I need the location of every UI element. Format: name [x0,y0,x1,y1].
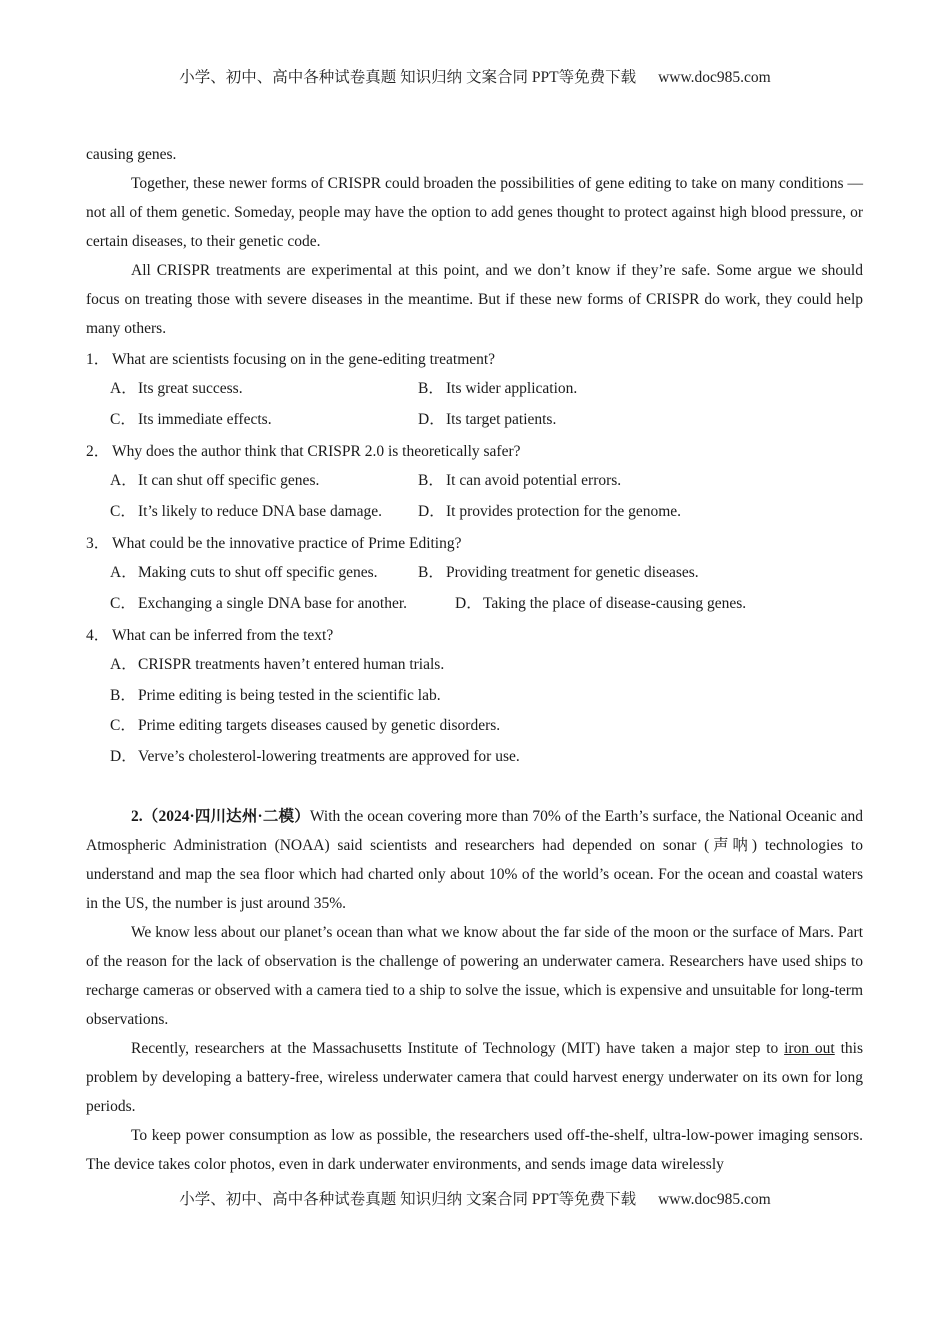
question-number: 3． [86,535,110,552]
passage1-paragraph-1: Together, these newer forms of CRISPR could broaden the possibilities of gene editing to take on many conditions — not all of them genetic. Someday, people may have the option to add genes thought to protect against high blood pressure, or certain diseases, to their genetic code. [86,175,863,250]
question-number: 4． [86,627,110,644]
question-2 [86,437,863,527]
option-a[interactable]: A． Its great success. [110,380,243,397]
option-b[interactable]: B． Its wider application. [418,380,578,397]
section-gap [86,772,863,802]
option-row [86,589,863,620]
page-header [0,68,950,88]
option-b[interactable]: B． It can avoid potential errors. [418,472,622,489]
option-a[interactable]: A． CRISPR treatments haven’t entered human trials. [110,656,445,673]
passage1-fragment: causing genes. [86,146,177,163]
header-url[interactable]: www.doc985.com [658,69,771,86]
option-c[interactable]: C． It’s likely to reduce DNA base damage. [110,502,383,520]
question-number: 1． [86,351,110,368]
option-d[interactable]: D． It provides protection for the genome. [418,502,682,520]
question-source: 2.（2024·四川达州·二模） [131,808,310,825]
option-a[interactable]: A． Making cuts to shut off specific genes. [110,564,378,581]
option-row [86,374,863,405]
option-b[interactable]: B． Providing treatment for genetic diseases. [418,564,699,581]
footer-url[interactable]: www.doc985.com [658,1191,771,1208]
question-number: 2． [86,443,110,460]
page-footer [0,1190,950,1210]
option-d[interactable]: D． Verve’s cholesterol-lowering treatments are approved for use. [110,747,520,765]
option-c[interactable]: C． Its immediate effects. [110,410,272,428]
option-row [86,466,863,497]
option-a[interactable]: A． It can shut off specific genes. [110,472,320,489]
option-d[interactable]: D． Its target patients. [418,410,557,428]
passage2-paragraph-3: Recently, researchers at the Massachusetts Institute of Technology (MIT) have taken a major step to iron out this problem by developing a battery-free, wireless underwater camera that could harvest energy underwater on its own for long periods. [86,1040,863,1115]
question-stem: What can be inferred from the text? [112,627,334,644]
passage2-paragraph-2: We know less about our planet’s ocean than what we know about the far side of the moon or the surface of Mars. Part of the reason for the lack of observation is the challenge of powering an underwater camera. Researchers have used ships to recharge cameras or observed with a camera tied to a ship to solve the issue, which is expensive and unsuitable for long-term observations. [86,924,863,1028]
option-row [86,558,863,589]
underlined-phrase: iron out [784,1040,835,1057]
question-4 [86,621,863,772]
document-body [86,140,863,1179]
passage1-paragraph-2: All CRISPR treatments are experimental at this point, and we don’t know if they’re safe. Some argue we should focus on treating those with severe diseases in the meantime. But if these new forms of CRISPR do work, they could help many others. [86,262,863,337]
option-d[interactable]: D． Taking the place of disease-causing genes. [455,594,747,612]
question-stem: Why does the author think that CRISPR 2.0 is theoretically safer? [112,443,521,460]
passage2-paragraph-1: 2.（2024·四川达州·二模）With the ocean covering more than 70% of the Earth’s surface, the National Oceanic and Atmospheric Administration (NOAA) said scientists and researchers had depended on sonar (声呐) technologies to understand and map the sea floor which had charted only about 10% of the world’s ocean. For the ocean and coastal waters in the US, the number is just around 35%. [86,808,863,912]
passage2-paragraph-4: To keep power consumption as low as possible, the researchers used off-the-shelf, ultra-low-power imaging sensors. The device takes color photos, even in dark underwater environments, and sends image data wirelessly [86,1127,863,1173]
option-b[interactable]: B． Prime editing is being tested in the scientific lab. [110,686,441,704]
question-1 [86,345,863,435]
question-stem: What are scientists focusing on in the gene-editing treatment? [112,351,496,368]
option-c[interactable]: C． Prime editing targets diseases caused by genetic disorders. [110,717,501,734]
footer-text: 小学、初中、高中各种试卷真题 知识归纳 文案合同 PPT等免费下载 [179,1191,637,1208]
option-row [86,497,863,528]
question-stem: What could be the innovative practice of Prime Editing? [112,535,462,552]
option-row [86,405,863,436]
option-c[interactable]: C． Exchanging a single DNA base for another. [110,594,408,612]
question-3 [86,529,863,619]
header-text: 小学、初中、高中各种试卷真题 知识归纳 文案合同 PPT等免费下载 [179,69,637,86]
